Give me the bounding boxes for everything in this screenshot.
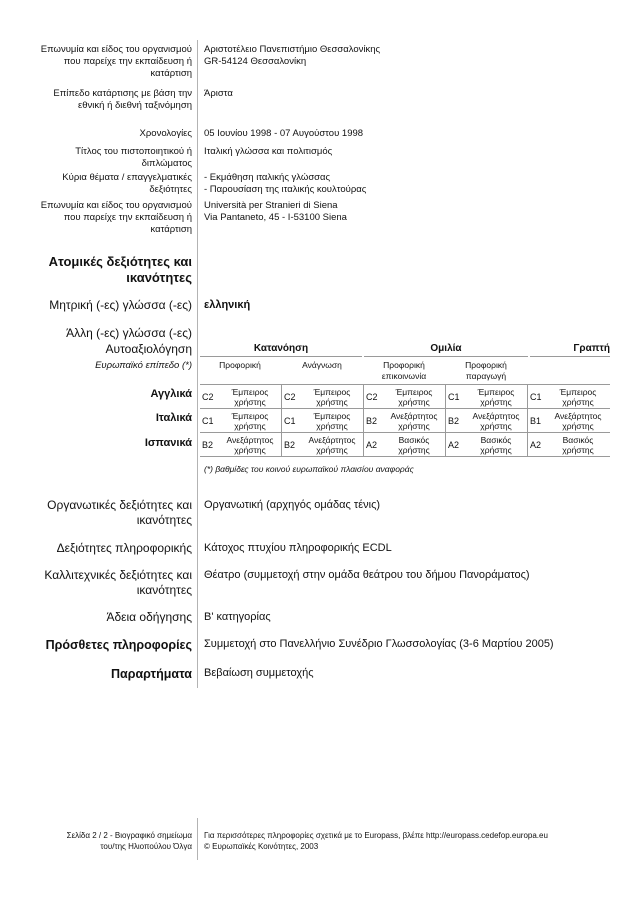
course-subjects-value xyxy=(204,172,624,196)
organisational-skills-value: Οργανωτική (αρχηγός ομάδας τένις) xyxy=(204,499,381,511)
european-level-label: Ευρωπαϊκό επίπεδο (*) xyxy=(95,360,192,371)
level-code: C1 xyxy=(530,392,542,402)
education-institution-line-2: GR-54124 Θεσσαλονίκη xyxy=(204,56,307,67)
education-level-label: Επίπεδο κατάρτισης με βάση την εθνική ή διεθνή ταξινόμηση xyxy=(53,88,192,111)
level-code: C2 xyxy=(202,392,214,402)
course-subjects-label: Κύρια θέματα / επαγγελματικές δεξιότητες xyxy=(62,172,192,195)
annexes-label: Παραρτήματα xyxy=(111,667,192,681)
grid-col-2 xyxy=(363,384,364,456)
level-description: Βασικός χρήστης xyxy=(562,435,594,455)
mother-tongue-value: ελληνική xyxy=(204,299,251,311)
course-subject-1: - Εκμάθηση ιταλικής γλώσσας xyxy=(204,172,331,183)
level-description: Έμπειρος χρήστης xyxy=(231,411,269,431)
subheader-reading: Ανάγνωση xyxy=(302,360,342,370)
level-code: B2 xyxy=(448,416,460,426)
footer-europass-info xyxy=(204,830,624,852)
course-title-label: Τίτλος του πιστοποιητικού ή διπλώματος xyxy=(75,146,192,169)
footer-page-info xyxy=(30,830,192,852)
course-subject-2: - Παρουσίαση της ιταλικής κουλτούρας xyxy=(204,184,367,195)
self-assessment-label: Αυτοαξιολόγηση xyxy=(105,342,192,356)
education-institution-value xyxy=(204,44,624,68)
education-institution-line-1: Αριστοτέλειο Πανεπιστήμιο Θεσσαλονίκης xyxy=(204,44,381,55)
level-code: B2 xyxy=(366,416,378,426)
level-code: C2 xyxy=(366,392,378,402)
course-institution-label: Επωνυμία και είδος του οργανισμού που παρείχε την εκπαίδευση ή κατάρτιση xyxy=(40,200,192,235)
level-description: Βασικός χρήστης xyxy=(398,435,430,455)
level-description: Ανεξάρτητος χρήστης xyxy=(554,411,602,431)
course-institution-value xyxy=(204,200,624,224)
organisational-skills-label: Οργανωτικές δεξιότητες και ικανότητες xyxy=(47,498,192,527)
header-writing: Γραπτή xyxy=(573,343,610,354)
computer-skills-label: Δεξιότητες πληροφορικής xyxy=(56,541,192,555)
course-dates-value: 05 Ιουνίου 1998 - 07 Αυγούστου 1998 xyxy=(204,128,364,139)
level-description: Ανεξάρτητος χρήστης xyxy=(226,435,274,455)
level-description: Έμπειρος χρήστης xyxy=(559,387,597,407)
grid-rule-top xyxy=(200,384,610,385)
level-code: C1 xyxy=(202,416,214,426)
level-description: Έμπειρος χρήστης xyxy=(231,387,269,407)
level-description: Ανεξάρτητος χρήστης xyxy=(308,435,356,455)
header-rule-writing xyxy=(530,356,610,357)
language-table xyxy=(198,340,611,462)
subheader-spoken-production: Προφορική παραγωγή xyxy=(465,360,507,381)
level-description: Έμπειρος χρήστης xyxy=(313,387,351,407)
level-description: Έμπειρος χρήστης xyxy=(477,387,515,407)
artistic-skills-label: Καλλιτεχνικές δεξιότητες και ικανότητες xyxy=(44,568,192,597)
level-code: B2 xyxy=(202,440,214,450)
level-code: B2 xyxy=(284,440,296,450)
driving-licence-label: Άδεια οδήγησης xyxy=(106,610,192,624)
course-institution-line-1: Università per Stranieri di Siena xyxy=(204,200,338,211)
skills-section-title: Ατομικές δεξιότητες και ικανότητες xyxy=(48,254,192,285)
footer-page-line-1: Σελίδα 2 / 2 - Βιογραφικό σημείωμα xyxy=(66,831,192,840)
level-code: A2 xyxy=(366,440,378,450)
subheader-spoken-interaction: Προφορική επικοινωνία xyxy=(381,360,427,381)
header-understanding: Κατανόηση xyxy=(253,343,309,354)
footer-page-line-2: του/της Ηλιοπούλου Όλγα xyxy=(100,842,192,851)
level-code: C2 xyxy=(284,392,296,402)
level-code: C1 xyxy=(448,392,460,402)
language-name-english: Αγγλικά xyxy=(150,388,192,400)
annexes-value: Βεβαίωση συμμετοχής xyxy=(204,667,314,679)
level-description: Βασικός χρήστης xyxy=(480,435,512,455)
grid-col-4 xyxy=(527,384,528,456)
additional-info-label: Πρόσθετες πληροφορίες xyxy=(45,638,192,652)
level-description: Έμπειρος χρήστης xyxy=(313,411,351,431)
level-description: Ανεξάρτητος χρήστης xyxy=(390,411,438,431)
level-code: C1 xyxy=(284,416,296,426)
grid-rule-row1 xyxy=(200,408,610,409)
driving-licence-value: Β' κατηγορίας xyxy=(204,611,271,623)
header-speaking: Ομιλία xyxy=(430,343,462,354)
level-code: A2 xyxy=(530,440,542,450)
footer-europass-line-1: Για περισσότερες πληροφορίες σχετικά με το Europass, βλέπε http://europass.cedefop.europa.eu xyxy=(204,831,548,840)
course-dates-label: Χρονολογίες xyxy=(139,128,192,139)
other-languages-label: Άλλη (-ες) γλώσσα (-ες) xyxy=(66,326,192,340)
course-title-value: Ιταλική γλώσσα και πολιτισμός xyxy=(204,146,333,157)
header-rule-speaking xyxy=(364,356,528,357)
level-code: A2 xyxy=(448,440,460,450)
footer-europass-line-2: © Ευρωπαϊκές Κοινότητες, 2003 xyxy=(204,842,319,851)
level-description: Έμπειρος χρήστης xyxy=(395,387,433,407)
grid-rule-row3 xyxy=(200,456,610,457)
subheader-listening: Προφορική xyxy=(219,360,261,370)
education-institution-label: Επωνυμία και είδος του οργανισμού που παρείχε την εκπαίδευση ή κατάρτιση xyxy=(40,44,192,79)
artistic-skills-value: Θέατρο (συμμετοχή στην ομάδα θεάτρου του δήμου Πανοράματος) xyxy=(204,569,530,581)
language-name-italian: Ιταλικά xyxy=(155,412,192,424)
footer-divider xyxy=(197,818,198,860)
additional-info-value: Συμμετοχή στο Πανελλήνιο Συνέδριο Γλωσσολογίας (3-6 Μαρτίου 2005) xyxy=(204,638,554,650)
cefr-footnote: (*) βαθμίδες του κοινού ευρωπαϊκού πλαισίου αναφοράς xyxy=(204,464,414,474)
education-level-value: Άριστα xyxy=(204,88,233,99)
grid-col-3 xyxy=(445,384,446,456)
header-rule-understanding xyxy=(200,356,362,357)
mother-tongue-label: Μητρική (-ες) γλώσσα (-ες) xyxy=(49,298,192,312)
computer-skills-value: Κάτοχος πτυχίου πληροφορικής ECDL xyxy=(204,542,392,554)
language-name-spanish: Ισπανικά xyxy=(144,437,192,449)
course-institution-line-2: Via Pantaneto, 45 - I-53100 Siena xyxy=(204,212,347,223)
level-description: Ανεξάρτητος χρήστης xyxy=(472,411,520,431)
grid-col-1 xyxy=(281,384,282,456)
level-code: B1 xyxy=(530,416,542,426)
grid-rule-row2 xyxy=(200,432,610,433)
